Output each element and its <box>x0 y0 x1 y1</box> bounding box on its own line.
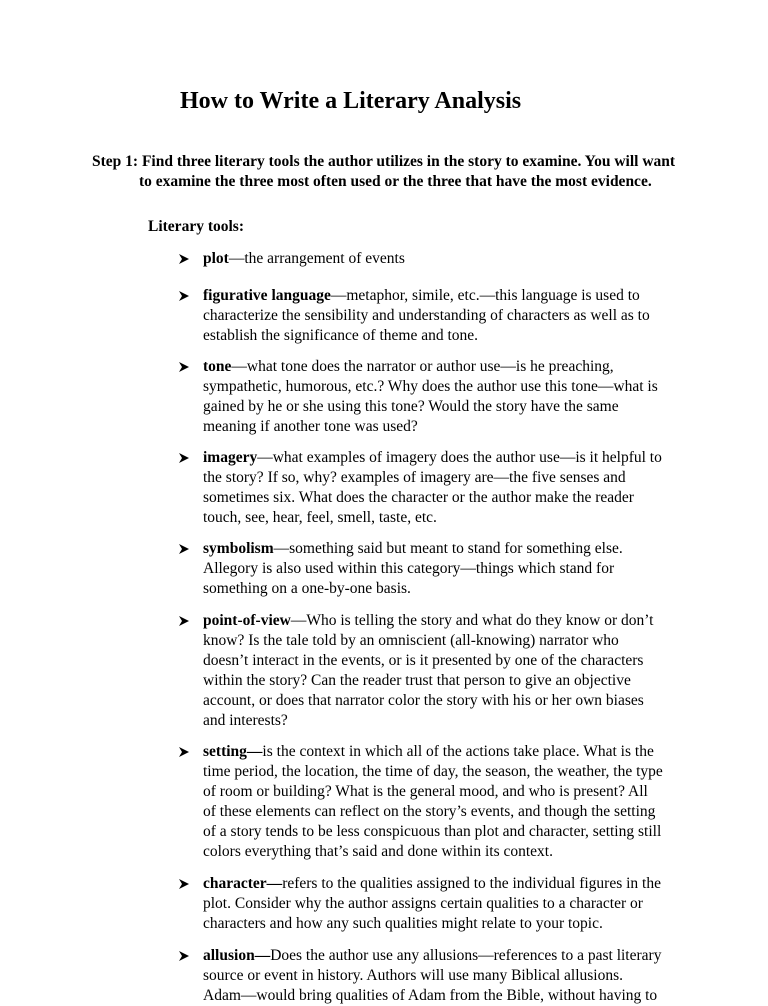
list-item-allusion <box>203 946 723 1006</box>
item-line: gained by he or she using this tone? Would the story have the same <box>203 398 619 415</box>
term-label: symbolism <box>203 540 274 557</box>
item-line: Allegory is also used within this category—things which stand for <box>203 560 615 577</box>
item-line: something on a one-by-one basis. <box>203 580 411 597</box>
arrowhead-bullet-icon <box>178 357 192 377</box>
item-line: —Who is telling the story and what do they know or don’t <box>290 612 654 629</box>
item-line: Does the author use any allusions—references to a past literary <box>270 947 662 964</box>
list-item-setting <box>203 742 723 862</box>
list-item-text <box>203 448 723 528</box>
page-title: How to Write a Literary Analysis <box>180 88 522 114</box>
item-line: within the story? Can the reader trust that person to give an objective <box>203 672 631 689</box>
list-item-tone <box>203 357 723 437</box>
list-item-symbolism <box>203 539 723 599</box>
term-label: point-of-view <box>203 612 291 629</box>
item-line: meaning if another tone was used? <box>203 418 418 435</box>
item-line: colors everything that’s said and done within its context. <box>203 843 553 860</box>
arrowhead-bullet-icon <box>178 946 192 966</box>
item-line: is the context in which all of the actions take place. What is the <box>262 743 654 760</box>
item-line: Adam—would bring qualities of Adam from the Bible, without having to <box>203 987 658 1004</box>
item-line: sometimes six. What does the character or the author make the reader <box>203 489 634 506</box>
term-label: imagery <box>203 449 258 466</box>
list-item-text <box>203 946 723 1006</box>
term-label: allusion— <box>203 947 271 964</box>
item-line: —something said but meant to stand for something else. <box>273 540 623 557</box>
item-line: of these elements can reflect on the story’s events, and though the setting <box>203 803 656 820</box>
item-line: refers to the qualities assigned to the individual figures in the <box>282 875 661 892</box>
item-line: —metaphor, simile, etc.—this language is used to <box>330 287 640 304</box>
list-item-text <box>203 286 723 346</box>
list-item-plot <box>203 249 723 269</box>
item-line: sympathetic, humorous, etc.? Why does the author use this tone—what is <box>203 378 658 395</box>
arrowhead-bullet-icon <box>178 539 192 559</box>
list-item-imagery <box>203 448 723 528</box>
step-line-1: Step 1: Find three literary tools the author utilizes in the story to examine. You will want <box>92 153 676 170</box>
list-item-text <box>203 539 723 599</box>
term-label: plot <box>203 250 229 267</box>
item-line: —what tone does the narrator or author use—is he preaching, <box>231 358 614 375</box>
arrowhead-bullet-icon <box>178 286 192 306</box>
item-line: establish the significance of theme and tone. <box>203 327 479 344</box>
step-instruction <box>92 152 732 192</box>
arrowhead-bullet-icon <box>178 249 192 269</box>
list-item-text <box>203 742 723 862</box>
item-line: know? Is the tale told by an omniscient (all-knowing) narrator who <box>203 632 619 649</box>
literary-tools-heading: Literary tools: <box>148 218 244 235</box>
item-line: of room or building? What is the general mood, and who is present? All <box>203 783 648 800</box>
arrowhead-bullet-icon <box>178 611 192 631</box>
term-label: character— <box>203 875 283 892</box>
item-line: —what examples of imagery does the author use—is it helpful to <box>257 449 662 466</box>
list-item-text <box>203 357 723 437</box>
item-line: time period, the location, the time of day, the season, the weather, the type <box>203 763 663 780</box>
arrowhead-bullet-icon <box>178 742 192 762</box>
list-item-character <box>203 874 723 934</box>
list-item-text <box>203 249 723 269</box>
item-line: —the arrangement of events <box>228 250 405 267</box>
item-line: the story? If so, why? examples of imagery are—the five senses and <box>203 469 626 486</box>
item-line: and interests? <box>203 712 288 729</box>
item-line: plot. Consider why the author assigns certain qualities to a character or <box>203 895 643 912</box>
list-item-text <box>203 611 723 731</box>
item-line: characters and how any such qualities might relate to your topic. <box>203 915 603 932</box>
item-line: account, or does that narrator color the story with his or her own biases <box>203 692 644 709</box>
item-line: doesn’t interact in the events, or is it presented by one of the characters <box>203 652 644 669</box>
term-label: tone <box>203 358 232 375</box>
step-line-2: to examine the three most often used or the three that have the most evidence. <box>139 173 652 190</box>
list-item-figurative-language <box>203 286 723 346</box>
term-label: setting— <box>203 743 263 760</box>
item-line: of a story tends to be less conspicuous than plot and character, setting still <box>203 823 662 840</box>
arrowhead-bullet-icon <box>178 874 192 894</box>
term-label: figurative language <box>203 287 331 304</box>
item-line: source or event in history. Authors will use many Biblical allusions. <box>203 967 624 984</box>
item-line: touch, see, hear, feel, smell, taste, etc. <box>203 509 437 526</box>
item-line: characterize the sensibility and understanding of characters as well as to <box>203 307 650 324</box>
arrowhead-bullet-icon <box>178 448 192 468</box>
list-item-text <box>203 874 723 934</box>
list-item-point-of-view <box>203 611 723 731</box>
